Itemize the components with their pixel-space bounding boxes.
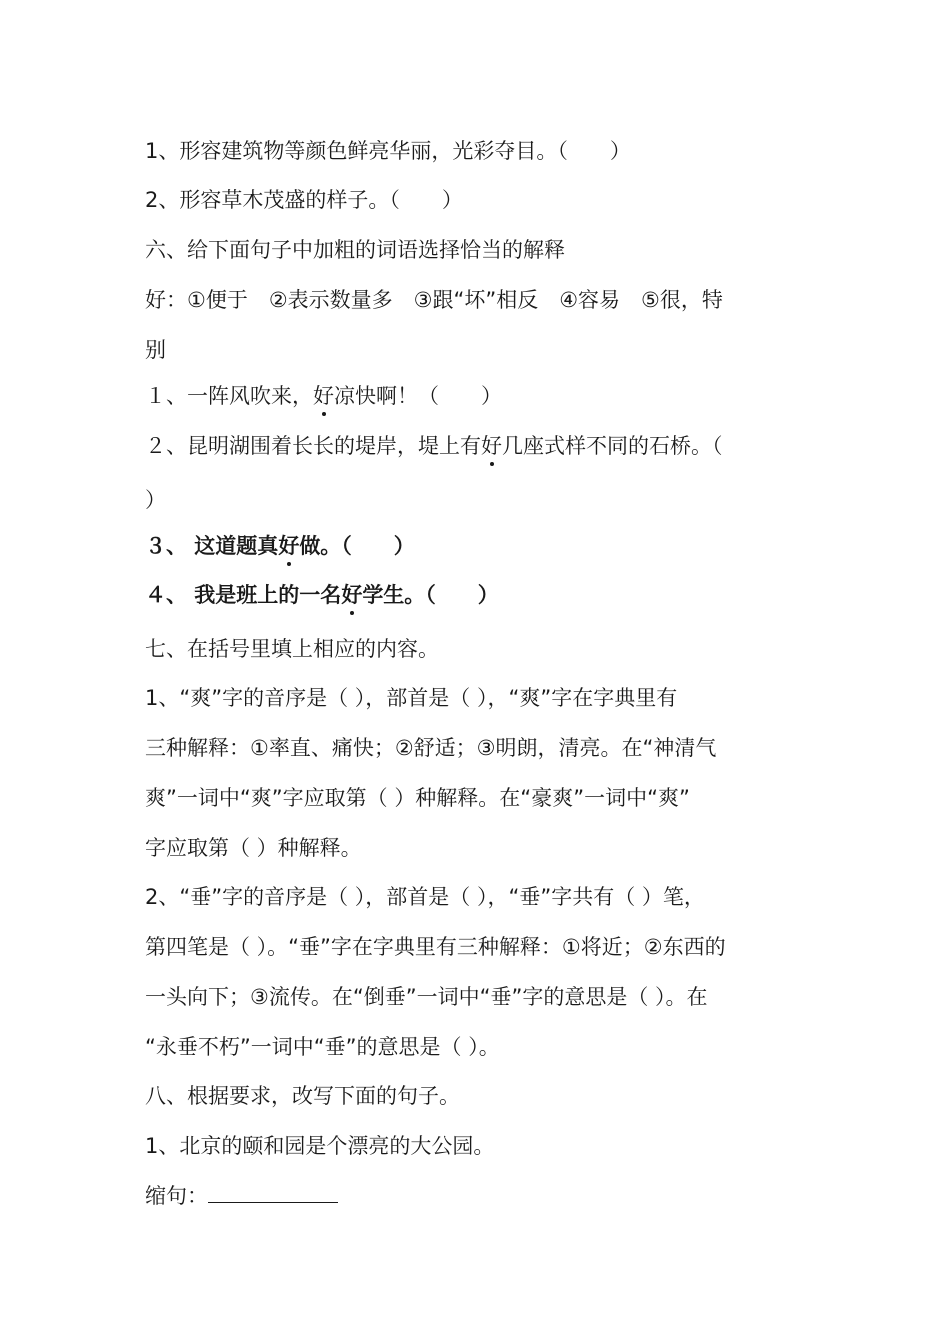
- s7-p1-line-1: 1、“爽”字的音序是（ ），部首是（ ），“爽”字在字典里有: [145, 686, 678, 710]
- s6-q1-pre: １、一阵风吹来，: [145, 384, 313, 408]
- s6-q3-marked-word: 好: [278, 534, 300, 558]
- s8-answer-row: [145, 1182, 338, 1210]
- s6-options-line-1: 好：①便于 ②表示数量多 ③跟“坏”相反 ④容易 ⑤很，特: [145, 288, 723, 312]
- s6-q3-pre: ３、 这道题真: [145, 534, 279, 558]
- s6-options-line-2: 别: [145, 338, 166, 362]
- s7-p1-line-3: 爽”一词中“爽”字应取第（ ）种解释。在“豪爽”一词中“爽”: [145, 786, 690, 810]
- s6-q4-marked-word: 好: [341, 583, 363, 607]
- s6-question-3: [145, 532, 415, 560]
- s6-question-4: [145, 581, 499, 609]
- s6-q4-post: 学生。（ ）: [362, 583, 499, 607]
- s8-answer-label: 缩句：: [145, 1184, 208, 1208]
- s6-question-1: [145, 382, 502, 410]
- s6-q2-pre: ２、昆明湖围着长长的堤岸，堤上有: [145, 434, 481, 458]
- s6-q4-pre: ４、 我是班上的一名: [145, 583, 342, 607]
- s6-q1-marked-word: 好: [313, 384, 334, 408]
- s6-q2-marked-word: 好: [481, 434, 502, 458]
- s6-q2-post: 几座式样不同的石桥。（: [502, 434, 723, 458]
- s6-question-2-cont: ）: [145, 488, 166, 512]
- s5-question-2: 2、形容草木茂盛的样子。（ ）: [145, 188, 463, 212]
- s7-p2-line-4: “永垂不朽”一词中“垂”的意思是（ ）。: [145, 1035, 500, 1059]
- s7-p2-line-1: 2、“垂”字的音序是（ ），部首是（ ），“垂”字共有（ ）笔，: [145, 885, 705, 909]
- s6-title: 六、给下面句子中加粗的词语选择恰当的解释: [145, 238, 565, 262]
- answer-blank[interactable]: [208, 1182, 338, 1203]
- s6-q1-post: 凉快啊！（ ）: [334, 384, 502, 408]
- s7-p1-line-2: 三种解释：①率直、痛快；②舒适；③明朗，清亮。在“神清气: [145, 736, 717, 760]
- s7-p2-line-3: 一头向下；③流传。在“倒垂”一词中“垂”字的意思是（ ）。在: [145, 985, 708, 1009]
- s7-title: 七、在括号里填上相应的内容。: [145, 637, 439, 661]
- s7-p1-line-4: 字应取第（ ）种解释。: [145, 836, 362, 860]
- s6-question-2: [145, 432, 723, 460]
- s6-q3-post: 做。（ ）: [299, 534, 415, 558]
- s5-question-1: 1、形容建筑物等颜色鲜亮华丽，光彩夺目。（ ）: [145, 139, 631, 163]
- s8-question-1: 1、北京的颐和园是个漂亮的大公园。: [145, 1134, 495, 1158]
- s7-p2-line-2: 第四笔是（ ）。“垂”字在字典里有三种解释：①将近；②东西的: [145, 935, 726, 959]
- s8-title: 八、根据要求，改写下面的句子。: [145, 1084, 460, 1108]
